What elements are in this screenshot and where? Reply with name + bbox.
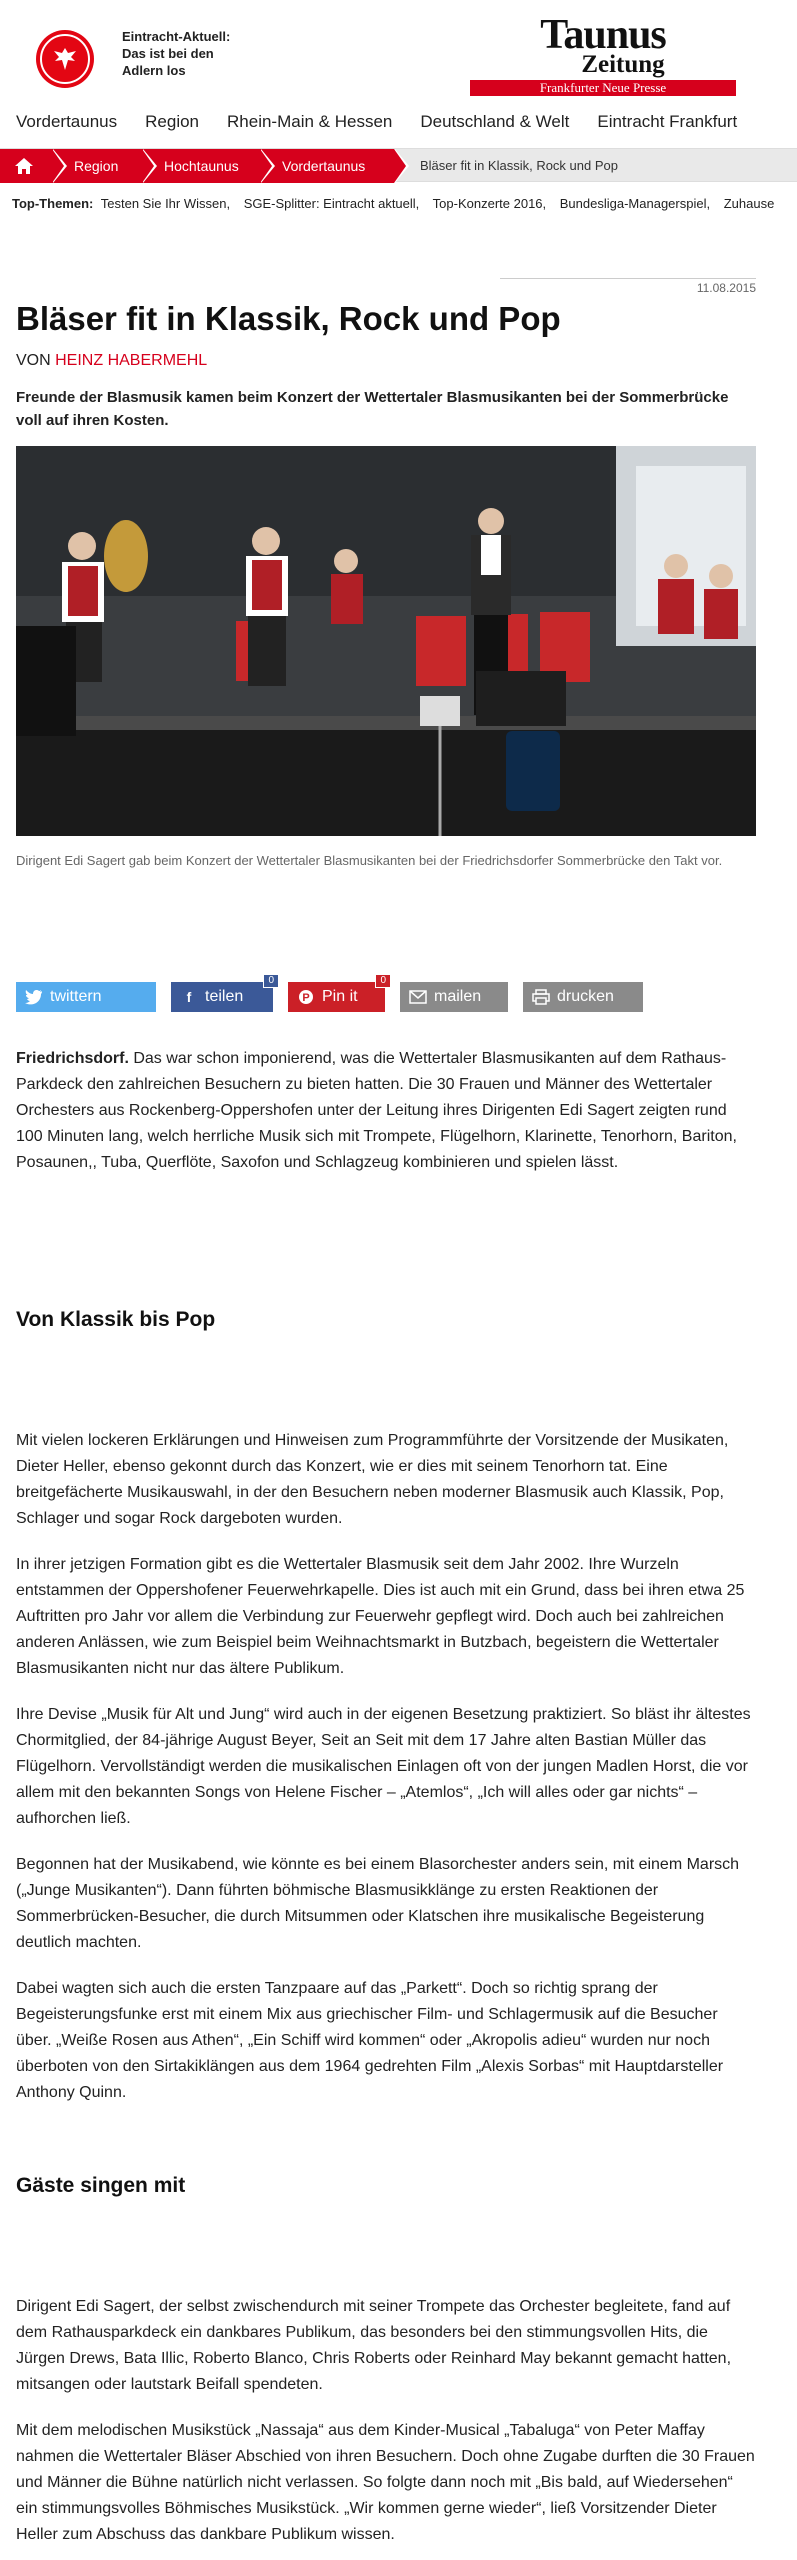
mail-share-button[interactable] — [400, 982, 508, 1012]
paragraph-2: Mit vielen lockeren Erklärungen und Hinweisen zum Programmführte der Vorsitzende der Musikaten, Dieter Heller, ebenso gekonnt durch das Konzert, wie er dies mit seinem Tenorhorn tat. Eine breitgefächerte Musikauswahl, in der den Besuchern neben moderner Blasmusik auch Klassik, Pop, Schlager und sogar Rock dargeboten wurden. — [16, 1432, 729, 1527]
twitter-share-label: twittern — [50, 988, 102, 1005]
facebook-share-label: teilen — [205, 988, 244, 1005]
facebook-icon: f — [186, 989, 192, 1005]
eintracht-logo-ring — [40, 34, 90, 84]
photo-caption: Dirigent Edi Sagert gab beim Konzert der Wettertaler Blasmusikanten bei der Friedrichsdorfer Sommerbrücke den Takt vor. — [16, 853, 723, 868]
dateline: Friedrichsdorf. — [16, 1050, 129, 1067]
breadcrumb-home[interactable] — [0, 149, 52, 183]
breadcrumb-item-region[interactable]: Region — [52, 149, 142, 183]
pinterest-icon — [296, 987, 316, 1007]
main-nav — [16, 112, 797, 138]
paragraph-1 — [16, 1046, 756, 1176]
brand-subtitle: Zeitung — [581, 51, 665, 78]
eintracht-logo[interactable] — [36, 30, 94, 88]
subheading-1: Von Klassik bis Pop — [16, 1308, 216, 1331]
top-theme-link[interactable]: Bundesliga-Managerspiel, — [559, 196, 711, 211]
nav-item-eintracht-frankfurt[interactable]: Eintracht Frankfurt — [597, 112, 738, 131]
author-link[interactable]: HEINZ HABERMEHL — [55, 352, 208, 369]
promo-line-1: Eintracht-Aktuell: — [122, 29, 231, 44]
paragraph-6: Dabei wagten sich auch die ersten Tanzpaare auf das „Parkett“. Doch so richtig sprang der Begeisterungsfunke erst mit einem Mix aus griechischer Film- und Schlagermusik auf die Besucher über. „Weiße Rosen aus Athen“, „Ein Schiff wird kommen“ oder „Akropolis adieu“ wurden nur noch überboten von den Sirtakiklängen aus dem 1964 gedrehten Film „Alexis Sorbas“ mit Hauptdarsteller Anthony Quinn. — [16, 1980, 724, 2101]
paragraph-4: Ihre Devise „Musik für Alt und Jung“ wird auch in der eigenen Besetzung praktiziert. So bläst ihr ältestes Chormitglied, der 84-jährige August Beyer, Seit an Seit mit dem 17 Jahre alten Bastian Müller das Flügelhorn. Vervollständigt werden die musikalischen Einlagen oft von der jungen Madlen Horst, die vor allem mit den bekannten Songs von Helene Fischer – „Atemlos“, „Ich will alles oder gar nichts“ – aufhorchen ließ. — [16, 1706, 751, 1827]
printer-icon — [531, 987, 551, 1007]
nav-item-region[interactable]: Region — [145, 112, 200, 131]
brand-bar: Frankfurter Neue Presse — [470, 80, 736, 96]
nav-item-vordertaunus[interactable]: Vordertaunus — [16, 112, 118, 131]
banner-shape — [416, 616, 466, 686]
nav-item-rhein-main-hessen[interactable]: Rhein-Main & Hessen — [227, 112, 393, 131]
brand-title: Taunus — [540, 12, 666, 58]
concert-photo-illustration — [16, 446, 756, 836]
print-button[interactable] — [523, 982, 643, 1012]
facebook-share-count: 0 — [263, 974, 279, 988]
article-lead: Freunde der Blasmusik kamen beim Konzert der Wettertaler Blasmusikanten bei der Sommerbrücke voll auf ihren Kosten. — [16, 389, 729, 429]
paragraph-5: Begonnen hat der Musikabend, wie könnte es bei einem Blasorchester anders sein, mit einem Marsch („Junge Musikanten“). Dann führten böhmische Blasmusikklänge zu ersten Reaktionen der Sommerbrücken-Besucher, die durch Mitsummen oder Klatschen ihre musikalische Begeisterung deutlich machten. — [16, 1856, 740, 1951]
paragraph-3: In ihrer jetzigen Formation gibt es die Wettertaler Blasmusik seit dem Jahr 2002. Ihre Wurzeln entstammen der Oppershofener Feuerwehrkapelle. Dies ist auch mit ein Grund, dass bei ihren etwa 25 Auftritten pro Jahr vor allem die Verbindung zur Feuerwehr gepflegt wird. Doch auch bei zahlreichen anderen Anlässen, wie zum Beispiel beim Weihnachtsmarkt in Butzbach, begeistern die Wettertaler Blasmusikanten nicht nur das ältere Publikum. — [16, 1556, 745, 1677]
twitter-share-button[interactable] — [16, 982, 156, 1012]
breadcrumb-current: Bläser fit in Klassik, Rock und Pop — [420, 158, 618, 173]
promo-line-3: Adlern los — [122, 63, 186, 78]
article-photo[interactable] — [16, 446, 756, 836]
svg-text:P: P — [302, 992, 310, 1004]
mail-icon — [408, 987, 428, 1007]
paragraph-1-text: Das war schon imponierend, was die Wettertaler Blasmusikanten auf dem Rathaus-Parkdeck den zahlreichen Besuchern zu bieten hatten. Die 30 Frauen und Männer des Wettertaler Orchesters aus Rockenberg-Oppershofen unter der Leitung ihres Dirigenten Edi Sagert zeigten rund 100 Minuten lang, welch herrliche Musik sich mit Trompete, Flügelhorn, Klarinette, Tenorhorn, Bariton, Posaunen,, Tuba, Querflöte, Saxofon und Schlagzeug kombinieren und spielen lässt. — [16, 1050, 737, 1171]
top-theme-link[interactable]: Top-Konzerte 2016, — [432, 196, 547, 211]
print-label: drucken — [557, 988, 614, 1005]
article-title: Bläser fit in Klassik, Rock und Pop — [16, 300, 561, 337]
article-date: 11.08.2015 — [500, 278, 756, 295]
share-bar — [16, 975, 643, 1012]
nav-item-deutschland-welt[interactable]: Deutschland & Welt — [420, 112, 570, 131]
promo-line-2: Das ist bei den — [122, 46, 214, 61]
pinterest-share-button[interactable] — [288, 975, 386, 1012]
byline — [16, 352, 207, 370]
pinterest-share-count: 0 — [375, 974, 391, 988]
home-icon — [14, 157, 34, 175]
eagle-icon — [51, 45, 79, 73]
breadcrumb-item-hochtaunus[interactable]: Hochtaunus — [142, 149, 260, 183]
subheading-2: Gäste singen mit — [16, 2174, 186, 2197]
facebook-share-button[interactable] — [171, 975, 274, 1012]
byline-prefix: VON — [16, 352, 51, 369]
mail-share-label: mailen — [434, 988, 482, 1005]
paragraph-7: Dirigent Edi Sagert, der selbst zwischendurch mit seiner Trompete das Orchester begleitete, fand auf dem Rathausparkdeck ein dankbares Publikum, das besonders bei den stimmungsvollen Hits, die Jürgen Drews, Bata Illic, Roberto Blanco, Chris Roberts oder Reinhard May bekannt gemacht hatten, mitsangen oder lautstark Beifall spendeten. — [16, 2298, 732, 2393]
top-themes — [12, 196, 797, 211]
top-theme-link[interactable]: SGE-Splitter: Eintracht aktuell, — [243, 196, 420, 211]
eintracht-promo-link[interactable] — [122, 28, 262, 79]
top-theme-link[interactable]: Testen Sie Ihr Wissen, — [100, 196, 231, 211]
top-theme-link[interactable]: Zuhause — [723, 196, 775, 211]
pinterest-share-label: Pin it — [322, 988, 358, 1005]
breadcrumb — [0, 148, 797, 182]
paragraph-8: Mit dem melodischen Musikstück „Nassaja“ aus dem Kinder-Musical „Tabaluga“ von Peter Maffay nahmen die Wettertaler Bläser Abschied von ihren Besuchern. Doch ohne Zugabe durften die 30 Frauen und Männer die Bühne natürlich nicht verlassen. So folgte dann noch mit „Bis bald, auf Wiedersehen“ ein stimmungsvolles Böhmisches Musikstück. „Wir kommen gerne wieder“, ließ Vorsitzender Dieter Heller zum Abschuss das dankbare Publikum wissen. — [16, 2422, 755, 2543]
site-header — [0, 0, 797, 100]
top-themes-label: Top-Themen: — [12, 196, 94, 211]
taunus-zeitung-logo[interactable] — [470, 12, 736, 95]
twitter-icon — [24, 987, 44, 1007]
breadcrumb-item-vordertaunus[interactable]: Vordertaunus — [260, 149, 394, 183]
